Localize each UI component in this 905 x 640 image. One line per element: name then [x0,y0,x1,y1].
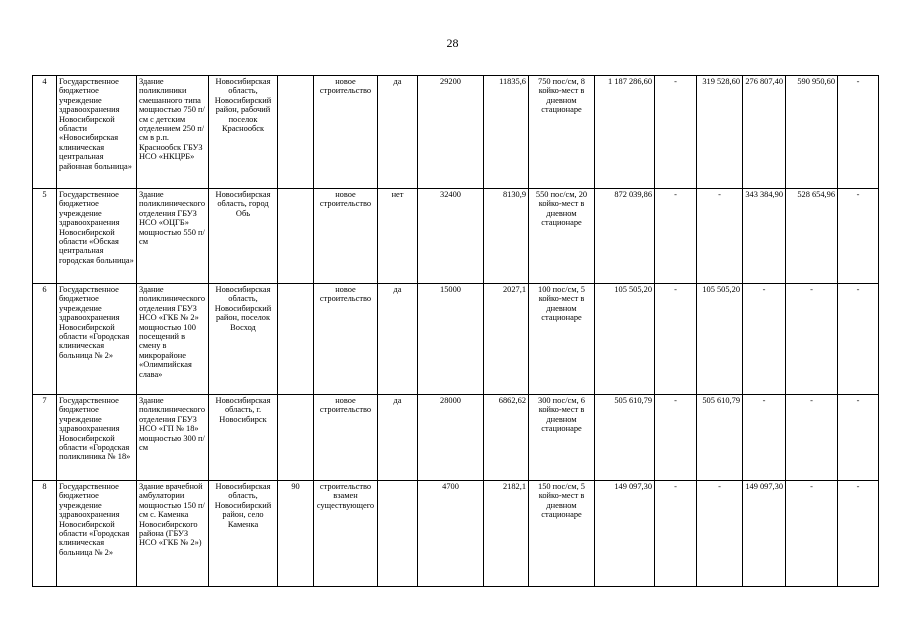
table-row [33,76,879,189]
year4-cell: 590 950,60 [786,76,838,189]
flag-cell: да [378,284,418,395]
area-cell: 28000 [418,395,484,481]
row-number: 7 [33,395,57,481]
year5-cell: - [838,76,879,189]
object-cell: Здание поликлинического отделения ГБУЗ НСО «ГКБ № 2» мощностью 100 посещений в смену в микрорайоне «Олимпийская слава» [137,284,209,395]
location-cell: Новосибирская область, город Обь [209,189,278,284]
year5-cell: - [838,395,879,481]
row-number: 4 [33,76,57,189]
area-cell: 4700 [418,481,484,587]
capacity-cell: 300 пос/см, 6 койко-мест в дневном стационаре [529,395,595,481]
year1-cell: - [655,189,697,284]
construction-table [32,75,879,587]
work-type-cell: новое строительство [314,284,378,395]
area-cell: 32400 [418,189,484,284]
col5-cell [278,395,314,481]
floor-area-cell: 11835,6 [484,76,529,189]
year4-cell: 528 654,96 [786,189,838,284]
year5-cell: - [838,284,879,395]
flag-cell [378,481,418,587]
year1-cell: - [655,76,697,189]
year1-cell: - [655,481,697,587]
object-cell: Здание поликлинического отделения ГБУЗ НСО «ОЦГБ» мощностью 550 п/см [137,189,209,284]
col5-cell: 90 [278,481,314,587]
total-cost-cell: 105 505,20 [595,284,655,395]
year3-cell: - [743,284,786,395]
work-type-cell: новое строительство [314,76,378,189]
year2-cell: - [697,189,743,284]
year4-cell: - [786,284,838,395]
row-number: 8 [33,481,57,587]
table-row [33,395,879,481]
total-cost-cell: 505 610,79 [595,395,655,481]
capacity-cell: 750 пос/см, 8 койко-мест в дневном стационаре [529,76,595,189]
flag-cell: да [378,395,418,481]
area-cell: 15000 [418,284,484,395]
total-cost-cell: 149 097,30 [595,481,655,587]
row-number: 6 [33,284,57,395]
institution-cell: Государственное бюджетное учреждение здравоохранения Новосибирской области «Городская клиническая больница № 2» [57,284,137,395]
year2-cell: 319 528,60 [697,76,743,189]
year1-cell: - [655,395,697,481]
flag-cell: нет [378,189,418,284]
year4-cell: - [786,395,838,481]
total-cost-cell: 1 187 286,60 [595,76,655,189]
table-row [33,189,879,284]
table-row [33,481,879,587]
col5-cell [278,284,314,395]
year5-cell: - [838,189,879,284]
row-number: 5 [33,189,57,284]
object-cell: Здание поликлиники смешанного типа мощностью 750 п/см с детским отделением 250 п/см в р.п. Краснообск ГБУЗ НСО «НКЦРБ» [137,76,209,189]
col5-cell [278,76,314,189]
object-cell: Здание поликлинического отделения ГБУЗ НСО «ГП № 18» мощностью 300 п/см [137,395,209,481]
year2-cell: 505 610,79 [697,395,743,481]
location-cell: Новосибирская область, Новосибирский район, село Каменка [209,481,278,587]
total-cost-cell: 872 039,86 [595,189,655,284]
institution-cell: Государственное бюджетное учреждение здравоохранения Новосибирской области «Новосибирская клиническая центральная районная больница» [57,76,137,189]
location-cell: Новосибирская область, Новосибирский район, поселок Восход [209,284,278,395]
location-cell: Новосибирская область, г. Новосибирск [209,395,278,481]
object-cell: Здание врачебной амбулатории мощностью 150 п/см с. Каменка Новосибирского района (ГБУЗ НСО «ГКБ № 2») [137,481,209,587]
floor-area-cell: 8130,9 [484,189,529,284]
year3-cell: - [743,395,786,481]
capacity-cell: 550 пос/см, 20 койко-мест в дневном стационаре [529,189,595,284]
floor-area-cell: 2182,1 [484,481,529,587]
year2-cell: 105 505,20 [697,284,743,395]
work-type-cell: строительство взамен существующего [314,481,378,587]
floor-area-cell: 2027,1 [484,284,529,395]
institution-cell: Государственное бюджетное учреждение здравоохранения Новосибирской области «Обская центральная городская больница» [57,189,137,284]
area-cell: 29200 [418,76,484,189]
institution-cell: Государственное бюджетное учреждение здравоохранения Новосибирской области «Городская клиническая больница № 2» [57,481,137,587]
col5-cell [278,189,314,284]
flag-cell: да [378,76,418,189]
institution-cell: Государственное бюджетное учреждение здравоохранения Новосибирской области «Городская поликлиника № 18» [57,395,137,481]
year4-cell: - [786,481,838,587]
year3-cell: 149 097,30 [743,481,786,587]
year5-cell: - [838,481,879,587]
capacity-cell: 150 пос/см, 5 койко-мест в дневном стационаре [529,481,595,587]
work-type-cell: новое строительство [314,395,378,481]
year2-cell: - [697,481,743,587]
year3-cell: 276 807,40 [743,76,786,189]
page-number: 28 [446,36,459,50]
location-cell: Новосибирская область, Новосибирский район, рабочий поселок Краснообск [209,76,278,189]
year1-cell: - [655,284,697,395]
capacity-cell: 100 пос/см, 5 койко-мест в дневном стационаре [529,284,595,395]
table-row [33,284,879,395]
work-type-cell: новое строительство [314,189,378,284]
year3-cell: 343 384,90 [743,189,786,284]
floor-area-cell: 6862,62 [484,395,529,481]
